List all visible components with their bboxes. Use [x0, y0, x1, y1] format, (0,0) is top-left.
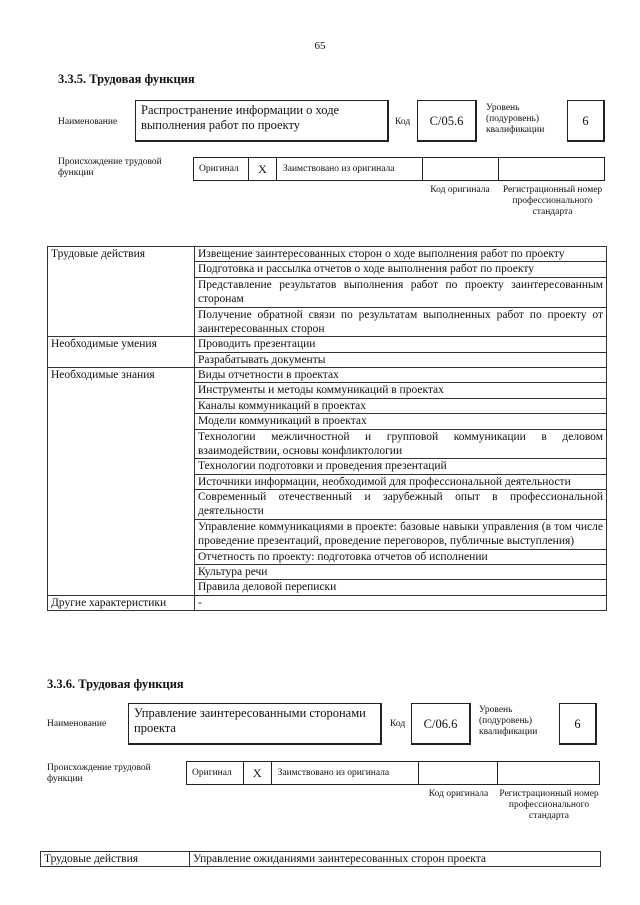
knowledge-item: Инструменты и методы коммуникаций в проектах: [195, 383, 607, 398]
section-title-335: 3.3.5. Трудовая функция: [58, 72, 195, 86]
table-336: [40, 851, 601, 867]
labor-action: Получение обратной связи по результатам выполненных работ по проекту от заинтересованных сторон: [195, 307, 607, 337]
knowledge-item: Модели коммуникаций в проектах: [195, 414, 607, 429]
level-value-336: 6: [559, 703, 597, 745]
level-label-335: Уровень (подуровень) квалификации: [486, 103, 545, 135]
reg-number-caption-336: Регистрационный номер профессионального стандарта: [499, 789, 599, 821]
knowledge-item: Управление коммуникациями в проекте: базовые навыки управления (в том числе проведение презентаций, проведение переговоров, публичные выступления): [195, 519, 607, 549]
code-original-caption-335: Код оригинала: [430, 185, 490, 195]
section-title-336: 3.3.6. Трудовая функция: [47, 677, 184, 691]
code-original-cell-336: [419, 762, 498, 784]
name-label-335: Наименование: [58, 117, 118, 127]
row-label-labor-action: Трудовые действия: [48, 247, 195, 337]
function-name-335: Распространение информации о ходе выполнения работ по проекту: [135, 100, 389, 142]
knowledge-item: Культура речи: [195, 564, 607, 579]
origin-label-335: Происхождение трудовой функции: [58, 157, 162, 178]
row-label-skill: Необходимые умения: [48, 337, 195, 368]
table-row: [41, 852, 601, 867]
table-row: [48, 247, 607, 262]
knowledge-item: Правила деловой переписки: [195, 580, 607, 595]
knowledge-item: Каналы коммуникаций в проектах: [195, 398, 607, 413]
labor-action-336: Управление ожиданиями заинтересованных сторон проекта: [190, 852, 601, 867]
table-row: [48, 595, 607, 610]
name-label-336: Наименование: [47, 719, 107, 729]
other-characteristic: -: [195, 595, 607, 610]
reg-number-cell-336: [498, 762, 599, 784]
level-label-336: Уровень (подуровень) квалификации: [479, 705, 538, 737]
labor-action: Извещение заинтересованных сторон о ходе выполнения работ по проекту: [195, 247, 607, 262]
labor-action: Представление результатов выполнения работ по проекту заинтересованным сторонам: [195, 277, 607, 307]
table-335: [47, 246, 607, 611]
level-value-335: 6: [567, 100, 605, 142]
row-label-labor-actions-336: Трудовые действия: [41, 852, 190, 867]
function-code-335: C/05.6: [417, 100, 477, 142]
code-label-335: Код: [395, 117, 411, 127]
knowledge-item: Источники информации, необходимой для профессиональной деятельности: [195, 474, 607, 489]
page-number: 65: [314, 40, 326, 52]
origin-row-336: [186, 761, 600, 785]
row-label-other-characteristic: Другие характеристики: [48, 595, 195, 610]
knowledge-item: Технологии межличностной и групповой коммуникации в деловом взаимодействии, основы конфликтологии: [195, 429, 607, 459]
knowledge-item: Технологии подготовки и проведения презентаций: [195, 459, 607, 474]
original-label-336: Оригинал: [187, 762, 244, 784]
original-mark-335: X: [249, 158, 277, 180]
function-name-336: Управление заинтересованными сторонами проекта: [128, 703, 382, 745]
borrowed-label-336: Заимствовано из оригинала: [272, 762, 419, 784]
origin-label-336: Происхождение трудовой функции: [47, 763, 151, 784]
code-label-336: Код: [390, 719, 406, 729]
skill: Разрабатывать документы: [195, 352, 607, 367]
knowledge-item: Современный отечественный и зарубежный опыт в профессиональной деятельности: [195, 490, 607, 520]
code-original-caption-336: Код оригинала: [428, 789, 489, 799]
code-original-cell-335: [423, 158, 499, 180]
row-label-knowledge-item: Необходимые знания: [48, 368, 195, 596]
table-row: [48, 368, 607, 383]
origin-row-335: [193, 157, 605, 181]
borrowed-label-335: Заимствовано из оригинала: [277, 158, 423, 180]
knowledge-item: Отчетность по проекту: подготовка отчетов об исполнении: [195, 549, 607, 564]
reg-number-caption-335: Регистрационный номер профессионального стандарта: [502, 185, 603, 217]
original-mark-336: X: [244, 762, 272, 784]
labor-action: Подготовка и рассылка отчетов о ходе выполнения работ по проекту: [195, 262, 607, 277]
knowledge-item: Виды отчетности в проектах: [195, 368, 607, 383]
table-row: [48, 337, 607, 352]
function-code-336: C/06.6: [411, 703, 471, 745]
skill: Проводить презентации: [195, 337, 607, 352]
reg-number-cell-335: [499, 158, 604, 180]
original-label-335: Оригинал: [194, 158, 249, 180]
